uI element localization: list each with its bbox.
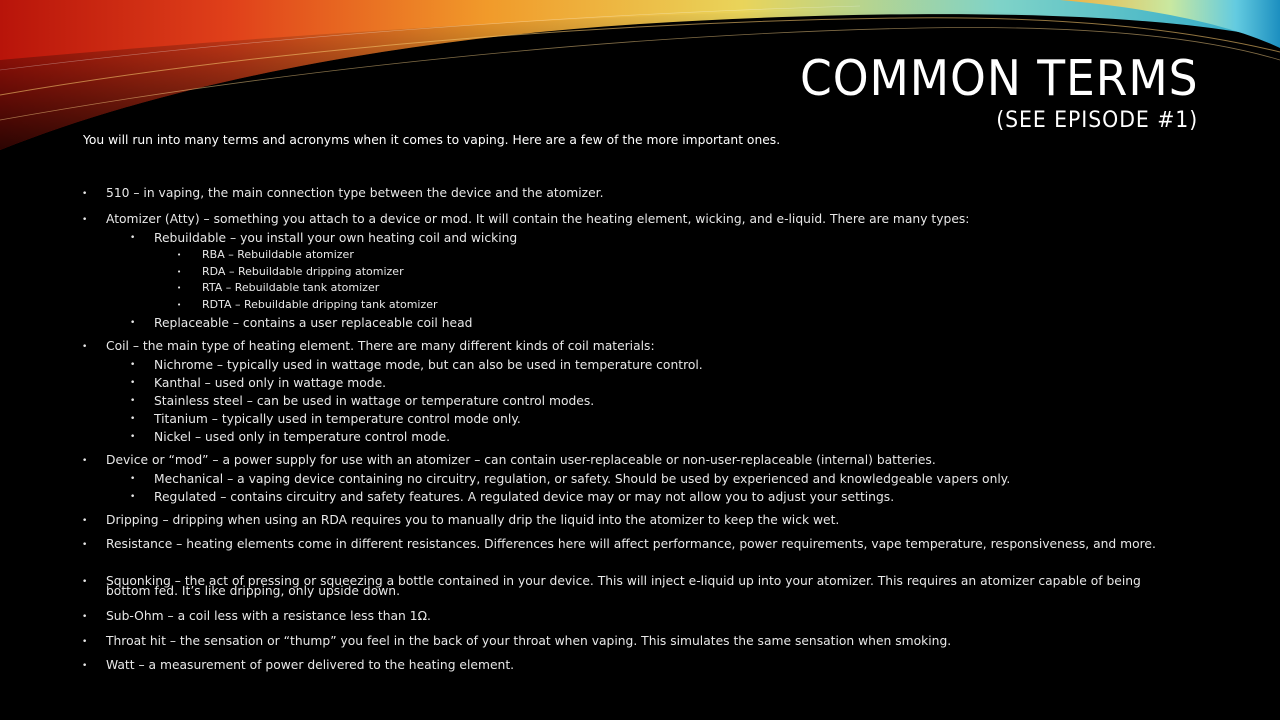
bullet-icon: • — [177, 301, 182, 309]
bullet-icon: • — [177, 251, 182, 259]
term-text: Nickel – used only in temperature control mode. — [154, 430, 451, 444]
bullet-icon: • — [82, 637, 88, 647]
slide-subtitle: (SEE EPISODE #1) — [996, 108, 1198, 133]
bullet-icon: • — [130, 318, 136, 328]
bullet-icon: • — [130, 432, 136, 442]
term-text: Stainless steel – can be used in wattage or temperature control modes. — [154, 394, 595, 408]
term-text: Squonking – the act of pressing or squeezing a bottle contained in your device. This will inject e-liquid up into your atomizer. This requires an atomizer capable of being bottom fed. It’s like dripping, only upside down. — [106, 574, 1141, 598]
term-text: Titanium – typically used in temperature control mode only. — [154, 412, 521, 426]
term-text: Coil – the main type of heating element. There are many different kinds of coil materials: — [106, 339, 655, 353]
term-text: Regulated – contains circuitry and safety features. A regulated device may or may not allow you to adjust your settings. — [154, 490, 895, 504]
bullet-icon: • — [82, 577, 88, 587]
bullet-icon: • — [130, 360, 136, 370]
term-text: RBA – Rebuildable atomizer — [202, 248, 354, 261]
bullet-icon: • — [82, 215, 88, 225]
slide-title: COMMON TERMS — [799, 50, 1198, 107]
bullet-icon: • — [130, 414, 136, 424]
term-text: 510 – in vaping, the main connection type between the device and the atomizer. — [106, 186, 604, 200]
bullet-icon: • — [82, 661, 88, 671]
term-text: Nichrome – typically used in wattage mode, but can also be used in temperature control. — [154, 358, 703, 372]
term-text: Dripping – dripping when using an RDA requires you to manually drip the liquid into the atomizer to keep the wick wet. — [106, 513, 840, 527]
bullet-icon: • — [177, 284, 182, 292]
bullet-icon: • — [130, 233, 136, 243]
term-text: Watt – a measurement of power delivered to the heating element. — [106, 658, 515, 672]
term-text: Device or “mod” – a power supply for use with an atomizer – can contain user-replaceable or non-user-replaceable (internal) batteries. — [106, 453, 936, 467]
term-text: Sub-Ohm – a coil less with a resistance less than 1Ω. — [106, 609, 431, 623]
intro-text: You will run into many terms and acronyms when it comes to vaping. Here are a few of the more important ones. — [83, 133, 781, 147]
term-text: Kanthal – used only in wattage mode. — [154, 376, 387, 390]
term-text: Replaceable – contains a user replaceable coil head — [154, 316, 473, 330]
term-text: RDA – Rebuildable dripping atomizer — [202, 265, 404, 278]
term-text: Rebuildable – you install your own heating coil and wicking — [154, 231, 518, 245]
term-text: Atomizer (Atty) – something you attach to a device or mod. It will contain the heating element, wicking, and e-liquid. There are many types: — [106, 212, 970, 226]
bullet-icon: • — [130, 474, 136, 484]
term-text: RTA – Rebuildable tank atomizer — [202, 281, 380, 294]
bullet-icon: • — [82, 189, 88, 199]
term-text: Resistance – heating elements come in different resistances. Differences here will affect performance, power requirements, vape temperature, responsiveness, and more. — [106, 537, 1156, 551]
bullet-icon: • — [130, 396, 136, 406]
term-text: Mechanical – a vaping device containing no circuitry, regulation, or safety. Should be used by experienced and knowledgeable vapers only. — [154, 472, 1011, 486]
bullet-icon: • — [82, 612, 88, 622]
bullet-icon: • — [130, 378, 136, 388]
bullet-icon: • — [82, 456, 88, 466]
term-text: Throat hit – the sensation or “thump” you feel in the back of your throat when vaping. This simulates the same sensation when smoking. — [106, 634, 952, 648]
bullet-icon: • — [82, 342, 88, 352]
term-text: RDTA – Rebuildable dripping tank atomizer — [202, 298, 438, 311]
bullet-icon: • — [82, 540, 88, 550]
bullet-icon: • — [177, 268, 182, 276]
bullet-icon: • — [82, 516, 88, 526]
bullet-icon: • — [130, 492, 136, 502]
